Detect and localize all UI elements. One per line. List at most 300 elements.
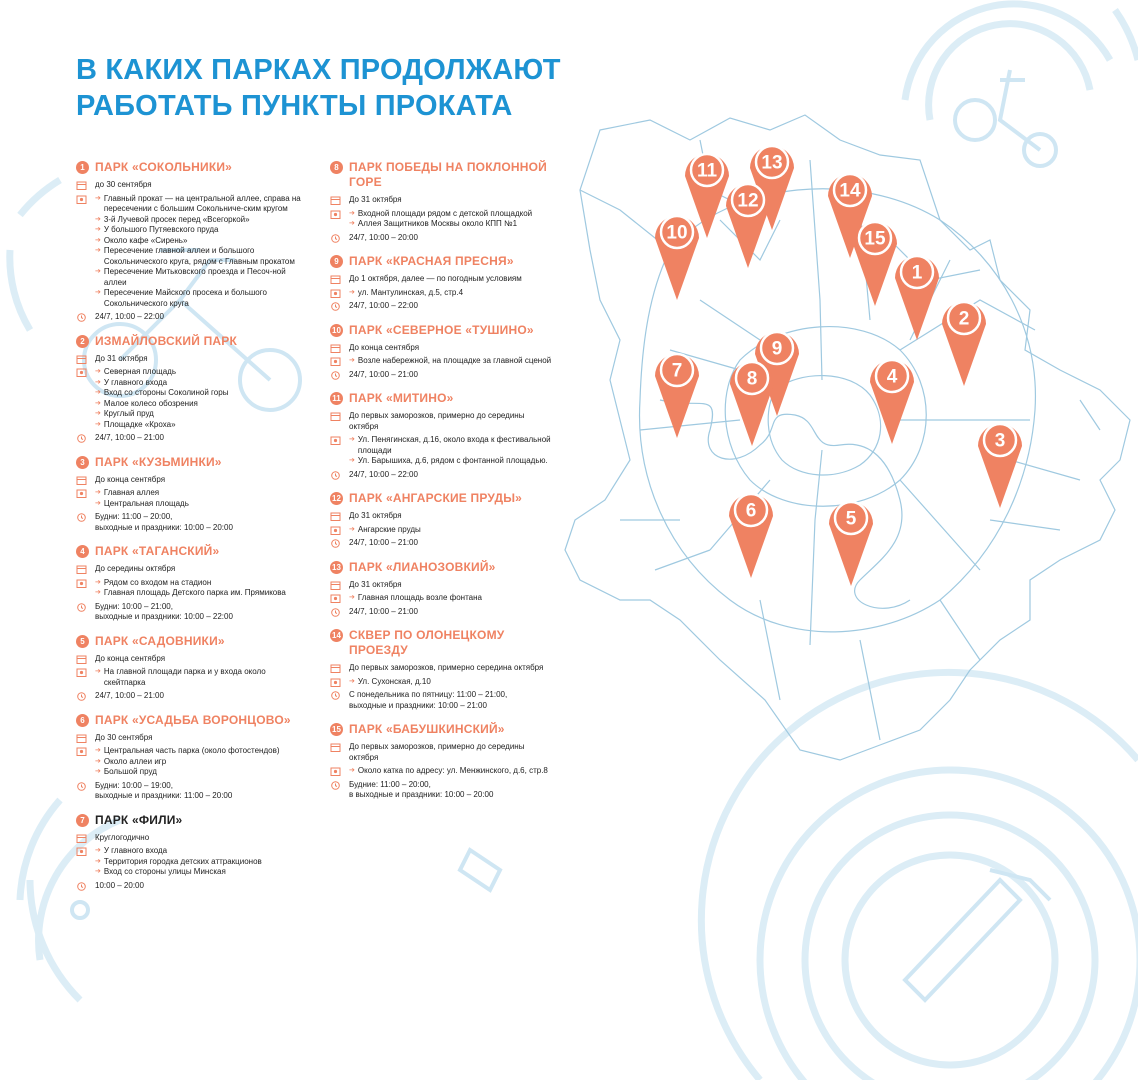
calendar-icon xyxy=(330,743,341,752)
location-item xyxy=(95,857,308,868)
park-date: До первых заморозков, примерно середина октября xyxy=(349,663,544,672)
arrow-icon: ➔ xyxy=(95,226,101,233)
arrow-icon: ➔ xyxy=(95,847,101,854)
park-entry xyxy=(330,491,552,549)
calendar-icon xyxy=(76,181,87,190)
park-header xyxy=(330,160,552,190)
park-header xyxy=(330,254,552,269)
location-text: Главная площадь возле фонтана xyxy=(357,593,482,602)
location-text: Вход со стороны улицы Минская xyxy=(103,867,226,876)
location-text: Круглый пруд xyxy=(103,409,154,418)
location-text: Ангарские пруды xyxy=(357,524,421,534)
park-name: ПАРК «КУЗЬМИНКИ» xyxy=(95,454,222,469)
location-item xyxy=(95,367,308,378)
arrow-icon: ➔ xyxy=(95,578,101,586)
park-name: ПАРК «СОКОЛЬНИКИ» xyxy=(95,160,233,174)
arrow-icon: ➔ xyxy=(95,668,101,675)
park-date: До конца сентября xyxy=(95,474,166,484)
calendar-icon xyxy=(330,196,341,205)
park-header xyxy=(76,713,308,728)
park-date-row xyxy=(330,195,552,206)
calendar-icon xyxy=(76,834,87,843)
location-item xyxy=(95,288,308,309)
map-pin-1[interactable] xyxy=(895,256,939,340)
park-date: До середины октября xyxy=(95,564,176,573)
location-text: Главная аллея xyxy=(103,488,160,497)
park-date: До первых заморозков, примерно до середины октября xyxy=(349,411,525,431)
park-locations-row xyxy=(76,846,308,878)
park-date-row xyxy=(76,564,308,575)
park-header xyxy=(330,491,552,506)
park-name: ПАРК «ТАГАНСКИЙ» xyxy=(95,544,220,558)
location-item xyxy=(95,746,308,757)
park-date: До 31 октября xyxy=(349,511,402,520)
location-item xyxy=(95,399,308,410)
park-entry xyxy=(76,160,308,323)
location-item xyxy=(95,578,308,589)
location-item xyxy=(349,435,552,456)
map-pin-label: 2 xyxy=(958,308,970,330)
map-pin-label: 10 xyxy=(666,222,688,244)
park-name: ПАРК «КРАСНАЯ ПРЕСНЯ» xyxy=(349,254,514,268)
park-entry xyxy=(330,160,552,243)
park-locations-row xyxy=(330,209,552,230)
park-header xyxy=(76,455,308,470)
hours-text: выходные и праздники: 10:00 – 21:00 xyxy=(349,700,487,710)
location-item xyxy=(95,388,308,399)
park-name: ПАРК «СЕВЕРНОЕ «ТУШИНО» xyxy=(349,322,534,337)
location-icon xyxy=(330,526,341,535)
location-text: Пересечение главной аллеи и большого Сокольнического круга, рядом с Главным прокатом xyxy=(103,246,295,266)
hours-text: Будни: 11:00 – 20:00, xyxy=(95,512,173,521)
calendar-icon xyxy=(76,734,87,743)
arrow-icon: ➔ xyxy=(95,868,101,875)
park-hours-row xyxy=(330,690,552,711)
park-entry xyxy=(330,560,552,618)
location-item xyxy=(95,246,308,267)
map-pin-6[interactable] xyxy=(729,494,773,578)
park-name: ПАРК «УСАДЬБА ВОРОНЦОВО» xyxy=(95,712,291,727)
park-name: ПАРК «САДОВНИКИ» xyxy=(95,633,225,648)
location-text: Вход со стороны Соколиной горы xyxy=(103,388,229,397)
hours-text: 24/7, 10:00 – 22:00 xyxy=(349,301,418,310)
arrow-icon: ➔ xyxy=(95,410,101,417)
park-locations-row xyxy=(76,578,308,599)
clock-icon xyxy=(330,371,341,380)
park-header xyxy=(76,334,308,349)
location-item xyxy=(95,588,308,599)
map-pin-15[interactable] xyxy=(853,222,897,306)
location-text: Ул. Пенягинская, д.16, около входа к фестивальной площади xyxy=(357,435,551,455)
location-text: Малое колесо обозрения xyxy=(103,398,198,408)
park-date-row xyxy=(330,343,552,354)
location-text: У главного входа xyxy=(103,846,168,855)
location-item xyxy=(349,288,552,299)
clock-icon xyxy=(76,313,87,322)
park-number: 4 xyxy=(76,545,89,558)
park-name: ИЗМАЙЛОВСКИЙ ПАРК xyxy=(95,333,237,348)
park-number: 13 xyxy=(330,561,343,574)
park-number: 5 xyxy=(76,635,89,648)
arrow-icon: ➔ xyxy=(349,436,355,443)
location-item xyxy=(95,215,308,226)
park-number: 15 xyxy=(330,723,343,736)
park-entry xyxy=(330,323,552,381)
park-header xyxy=(330,722,552,737)
park-header xyxy=(76,160,308,175)
map-pin-label: 15 xyxy=(864,228,886,250)
hours-text: 24/7, 10:00 – 22:00 xyxy=(95,312,164,321)
park-date-row xyxy=(76,654,308,665)
location-text: Центральная площадь xyxy=(103,498,189,508)
hours-text: Будние: 11:00 – 20:00, xyxy=(349,779,431,789)
arrow-icon: ➔ xyxy=(95,389,101,396)
park-entry xyxy=(330,391,552,480)
park-hours-row xyxy=(330,780,552,801)
hours-text: Будни: 10:00 – 19:00, xyxy=(95,780,173,790)
clock-icon xyxy=(76,603,87,612)
location-text: Центральная часть парка (около фотостендов) xyxy=(103,746,280,755)
location-item xyxy=(95,757,308,768)
calendar-icon xyxy=(330,344,341,353)
location-text: Ул. Барышиха, д.6, рядом с фонтанной площадью. xyxy=(357,456,548,465)
park-name: ПАРК «БАБУШКИНСКИЙ» xyxy=(349,722,505,736)
map-pin-label: 7 xyxy=(671,360,683,382)
arrow-icon: ➔ xyxy=(95,268,101,275)
page-title: В КАКИХ ПАРКАХ ПРОДОЛЖАЮТ РАБОТАТЬ ПУНКТЫ ПРОКАТА xyxy=(76,54,561,122)
park-hours-row xyxy=(76,691,308,702)
park-number: 7 xyxy=(76,814,89,827)
location-item xyxy=(95,194,308,215)
location-item xyxy=(349,766,552,777)
location-item xyxy=(349,525,552,536)
park-entry xyxy=(330,628,552,711)
arrow-icon: ➔ xyxy=(95,289,101,296)
clock-icon xyxy=(330,608,341,617)
map-pin-12[interactable] xyxy=(726,184,770,268)
park-entry xyxy=(76,713,308,802)
location-text: Около катка по адресу: ул. Менжинского, д.6, стр.8 xyxy=(357,766,548,775)
park-entry xyxy=(76,455,308,534)
clock-icon xyxy=(76,513,87,522)
clock-icon xyxy=(76,434,87,443)
map-pin-2[interactable] xyxy=(942,302,986,386)
park-number: 10 xyxy=(330,324,343,337)
location-text: У главного входа xyxy=(103,377,168,387)
hours-text: Будни: 10:00 – 21:00, xyxy=(95,601,173,611)
arrow-icon: ➔ xyxy=(95,215,101,223)
map-pin-label: 9 xyxy=(771,338,783,360)
hours-text: 24/7, 10:00 – 21:00 xyxy=(349,369,418,379)
park-entry xyxy=(76,334,308,444)
map-pin-label: 14 xyxy=(839,180,861,202)
location-item xyxy=(95,846,308,857)
park-entry xyxy=(76,634,308,702)
park-date-row xyxy=(330,511,552,522)
park-name: ПАРК «АНГАРСКИЕ ПРУДЫ» xyxy=(349,491,523,505)
hours-text: выходные и праздники: 10:00 – 22:00 xyxy=(95,612,233,621)
arrow-icon: ➔ xyxy=(349,357,355,364)
park-name: ПАРК «ФИЛИ» xyxy=(95,812,183,827)
park-date-row xyxy=(330,274,552,285)
park-header xyxy=(76,544,308,559)
map-pin-label: 5 xyxy=(845,508,857,530)
arrow-icon: ➔ xyxy=(95,236,101,244)
park-date: До 31 октября xyxy=(349,579,402,589)
hours-text: 24/7, 10:00 – 20:00 xyxy=(349,232,418,242)
location-text: Главный прокат — на центральной аллее, справа на пересечении с большим Сокольниче-ским кругом xyxy=(103,193,301,213)
park-name: ПАРК «ЛИАНОЗОВКИЙ» xyxy=(349,559,496,574)
clock-icon xyxy=(76,882,87,891)
clock-icon xyxy=(330,234,341,243)
park-number: 11 xyxy=(330,392,343,405)
map-pin-7[interactable] xyxy=(655,354,699,438)
park-locations-row xyxy=(76,746,308,778)
location-item xyxy=(95,767,308,778)
park-header xyxy=(76,813,308,828)
location-item xyxy=(349,219,552,230)
map-pin-label: 3 xyxy=(994,430,1006,452)
location-item xyxy=(95,267,308,288)
location-text: 3-й Лучевой просек перед «Всегоркой» xyxy=(103,214,250,224)
park-hours-row xyxy=(330,301,552,312)
location-icon xyxy=(330,357,341,366)
map-pin-label: 12 xyxy=(737,190,759,212)
arrow-icon: ➔ xyxy=(349,594,355,601)
location-item xyxy=(95,867,308,878)
arrow-icon: ➔ xyxy=(95,378,101,386)
arrow-icon: ➔ xyxy=(95,247,101,254)
location-item xyxy=(95,225,308,236)
map-pin-label: 6 xyxy=(745,500,757,522)
park-date: До 31 октября xyxy=(349,195,402,204)
arrow-icon: ➔ xyxy=(95,489,101,496)
park-date-row xyxy=(330,663,552,674)
park-number: 9 xyxy=(330,255,343,268)
calendar-icon xyxy=(76,476,87,485)
park-locations-row xyxy=(76,488,308,509)
park-date-row xyxy=(76,475,308,486)
map-pin-label: 13 xyxy=(761,152,783,174)
calendar-icon xyxy=(330,664,341,673)
clock-icon xyxy=(330,781,341,790)
location-text: Большой пруд xyxy=(103,767,157,776)
location-item xyxy=(95,236,308,247)
park-locations-row xyxy=(330,435,552,467)
park-hours-row xyxy=(330,538,552,549)
park-header xyxy=(330,628,552,658)
park-date: до 30 сентября xyxy=(95,180,152,189)
park-locations-row xyxy=(330,356,552,367)
arrow-icon: ➔ xyxy=(95,747,101,754)
park-date-row xyxy=(330,742,552,763)
clock-icon xyxy=(76,692,87,701)
location-icon xyxy=(76,579,87,588)
calendar-icon xyxy=(330,412,341,421)
location-item xyxy=(349,593,552,604)
location-text: Ул. Сухонская, д.10 xyxy=(357,676,431,686)
arrow-icon: ➔ xyxy=(95,757,101,765)
location-text: Площадке «Кроха» xyxy=(103,419,176,429)
calendar-icon xyxy=(330,512,341,521)
park-date-row xyxy=(330,411,552,432)
hours-text: 24/7, 10:00 – 22:00 xyxy=(349,469,418,479)
location-icon xyxy=(330,436,341,445)
park-locations-row xyxy=(330,525,552,536)
park-locations-row xyxy=(76,367,308,430)
park-hours-row xyxy=(76,433,308,444)
location-icon xyxy=(76,847,87,856)
arrow-icon: ➔ xyxy=(349,288,355,296)
hours-text: выходные и праздники: 10:00 – 20:00 xyxy=(95,522,233,532)
arrow-icon: ➔ xyxy=(95,194,101,202)
location-text: Входной площади рядом с детской площадкой xyxy=(357,208,533,218)
park-name: ПАРК ПОБЕДЫ НА ПОКЛОННОЙ ГОРЕ xyxy=(349,160,547,189)
clock-icon xyxy=(330,691,341,700)
map-pin-10[interactable] xyxy=(655,216,699,300)
calendar-icon xyxy=(76,355,87,364)
park-number: 3 xyxy=(76,456,89,469)
hours-text: 10:00 – 20:00 xyxy=(95,880,144,890)
park-header xyxy=(76,634,308,649)
hours-text: выходные и праздники: 11:00 – 20:00 xyxy=(95,791,233,800)
park-name: ПАРК «МИТИНО» xyxy=(349,391,454,405)
location-item xyxy=(95,499,308,510)
location-text: Северная площадь xyxy=(103,367,176,376)
parks-column-right xyxy=(330,160,552,812)
park-number: 6 xyxy=(76,714,89,727)
park-locations-row xyxy=(330,593,552,604)
clock-icon xyxy=(76,782,87,791)
park-hours-row xyxy=(330,233,552,244)
hours-text: в выходные и праздники: 10:00 – 20:00 xyxy=(349,790,494,799)
hours-text: С понедельника по пятницу: 11:00 – 21:00, xyxy=(349,690,508,699)
location-item xyxy=(349,677,552,688)
park-hours-row xyxy=(76,512,308,533)
park-hours-row xyxy=(76,602,308,623)
map-pin-label: 8 xyxy=(746,368,758,390)
location-text: У большого Путяевского пруда xyxy=(103,225,219,234)
park-date: До 1 октября, далее — по погодным условиям xyxy=(349,274,522,283)
parks-column-left xyxy=(76,160,308,902)
location-icon xyxy=(330,767,341,776)
location-text: Главная площадь Детского парка им. Прямикова xyxy=(103,588,286,597)
location-item xyxy=(349,356,552,367)
location-icon xyxy=(76,368,87,377)
arrow-icon: ➔ xyxy=(95,368,101,375)
location-text: Возле набережной, на площадке за главной сценой xyxy=(357,356,552,365)
location-item xyxy=(349,209,552,220)
park-entry xyxy=(76,813,308,892)
clock-icon xyxy=(330,539,341,548)
park-number: 14 xyxy=(330,629,343,642)
park-number: 1 xyxy=(76,161,89,174)
location-text: Около кафе «Сирень» xyxy=(103,235,188,245)
arrow-icon: ➔ xyxy=(349,677,355,685)
park-entry xyxy=(76,544,308,623)
arrow-icon: ➔ xyxy=(95,399,101,407)
park-entry xyxy=(330,722,552,801)
park-locations-row xyxy=(330,677,552,688)
location-icon xyxy=(330,678,341,687)
park-header xyxy=(330,391,552,406)
hours-text: 24/7, 10:00 – 21:00 xyxy=(349,538,418,547)
park-number: 2 xyxy=(76,335,89,348)
park-number: 12 xyxy=(330,492,343,505)
location-icon xyxy=(76,668,87,677)
arrow-icon: ➔ xyxy=(349,209,355,217)
location-text: Около аллеи игр xyxy=(103,756,167,766)
park-date: До первых заморозков, примерно до середины октября xyxy=(349,742,525,762)
location-icon xyxy=(330,594,341,603)
arrow-icon: ➔ xyxy=(349,220,355,227)
calendar-icon xyxy=(330,581,341,590)
park-hours-row xyxy=(76,781,308,802)
hours-text: 24/7, 10:00 – 21:00 xyxy=(95,691,164,700)
park-hours-row xyxy=(330,370,552,381)
map-pin-label: 11 xyxy=(696,160,718,182)
arrow-icon: ➔ xyxy=(349,525,355,533)
location-icon xyxy=(76,195,87,204)
location-text: ул. Мантулинская, д.5, стр.4 xyxy=(357,287,464,297)
location-icon xyxy=(76,489,87,498)
location-icon xyxy=(330,210,341,219)
park-date: До конца сентября xyxy=(95,653,166,663)
map-pin-label: 4 xyxy=(886,366,898,388)
arrow-icon: ➔ xyxy=(95,420,101,428)
park-hours-row xyxy=(330,607,552,618)
park-locations-row xyxy=(330,288,552,299)
park-locations-row xyxy=(76,667,308,688)
park-date: До 30 сентября xyxy=(95,732,153,742)
arrow-icon: ➔ xyxy=(349,457,355,464)
arrow-icon: ➔ xyxy=(95,857,101,865)
arrow-icon: ➔ xyxy=(95,768,101,775)
hours-text: 24/7, 10:00 – 21:00 xyxy=(95,433,164,442)
location-icon xyxy=(76,747,87,756)
location-icon xyxy=(330,289,341,298)
park-date: До конца сентября xyxy=(349,342,420,352)
park-name: СКВЕР ПО ОЛОНЕЦКОМУ ПРОЕЗДУ xyxy=(349,628,505,657)
location-item xyxy=(95,409,308,420)
calendar-icon xyxy=(330,275,341,284)
calendar-icon xyxy=(76,565,87,574)
map-pin-label: 1 xyxy=(911,262,923,284)
location-item xyxy=(95,378,308,389)
park-number: 8 xyxy=(330,161,343,174)
location-text: Рядом со входом на стадион xyxy=(103,577,212,587)
park-date-row xyxy=(76,833,308,844)
location-item xyxy=(95,420,308,431)
park-date-row xyxy=(330,580,552,591)
map-pin-8[interactable] xyxy=(730,362,774,446)
arrow-icon: ➔ xyxy=(349,767,355,774)
location-text: Территория городка детских аттракционов xyxy=(103,856,262,866)
park-locations-row xyxy=(330,766,552,777)
calendar-icon xyxy=(76,655,87,664)
park-date: До 31 октября xyxy=(95,353,148,363)
arrow-icon: ➔ xyxy=(95,589,101,596)
park-date-row xyxy=(76,180,308,191)
location-text: Пересечение Митьковского проезда и Песоч-ной аллеи xyxy=(103,267,286,287)
location-item xyxy=(95,488,308,499)
location-item xyxy=(349,456,552,467)
clock-icon xyxy=(330,471,341,480)
location-text: Пересечение Майского просека и большого Сокольнического круга xyxy=(103,288,267,308)
park-hours-row xyxy=(76,881,308,892)
map-pin-4[interactable] xyxy=(870,360,914,444)
park-hours-row xyxy=(330,470,552,481)
